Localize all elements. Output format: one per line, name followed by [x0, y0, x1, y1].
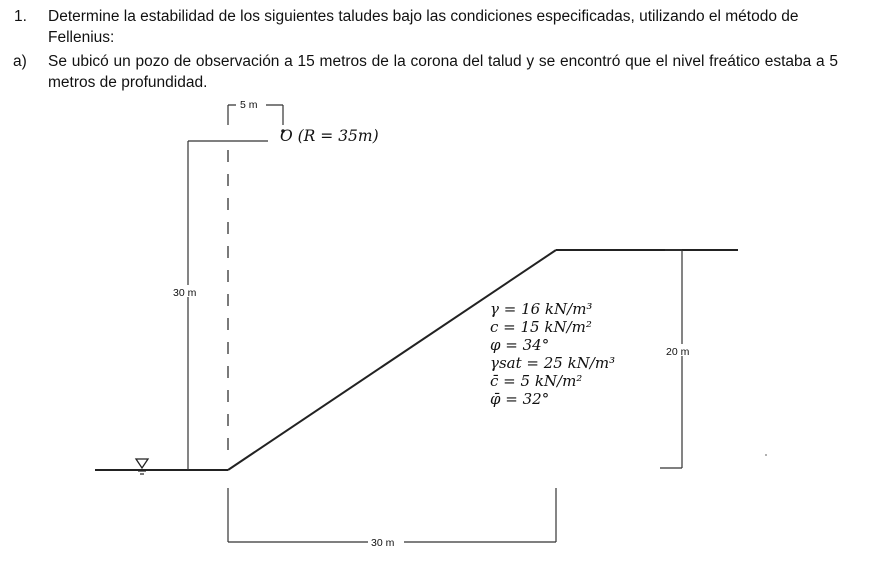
- property-unit-weight: γ = 16 kN/m³: [490, 300, 593, 318]
- soil-properties: [490, 300, 615, 408]
- question-text: Determine la estabilidad de los siguientes taludes bajo las condiciones especificadas, utilizando el método de Fellenius:: [48, 8, 799, 46]
- property-friction-angle: φ = 34°: [490, 336, 550, 354]
- dim-20m-label: 20 m: [666, 346, 690, 358]
- property-sat-unit-weight: γsat = 25 kN/m³: [490, 354, 616, 372]
- property-effective-friction: φ̄ = 32°: [490, 390, 550, 408]
- dim-5m-label: 5 m: [240, 99, 258, 111]
- question-number: 1.: [14, 8, 27, 25]
- dim-30m-left-label: 30 m: [173, 287, 197, 299]
- part-a-label: a): [13, 53, 27, 70]
- water-table-icon: [136, 459, 148, 474]
- dim-30m-base-label: 30 m: [371, 537, 395, 549]
- property-cohesion: c = 15 kN/m²: [490, 318, 592, 336]
- center-label: O (R = 35m): [280, 127, 379, 145]
- property-effective-cohesion: c̄ = 5 kN/m²: [490, 372, 583, 390]
- part-a-text: Se ubicó un pozo de observación a 15 metros de la corona del talud y se encontró que el nivel freático estaba a 5 metros de profundidad.: [48, 53, 838, 91]
- speck: [765, 454, 767, 456]
